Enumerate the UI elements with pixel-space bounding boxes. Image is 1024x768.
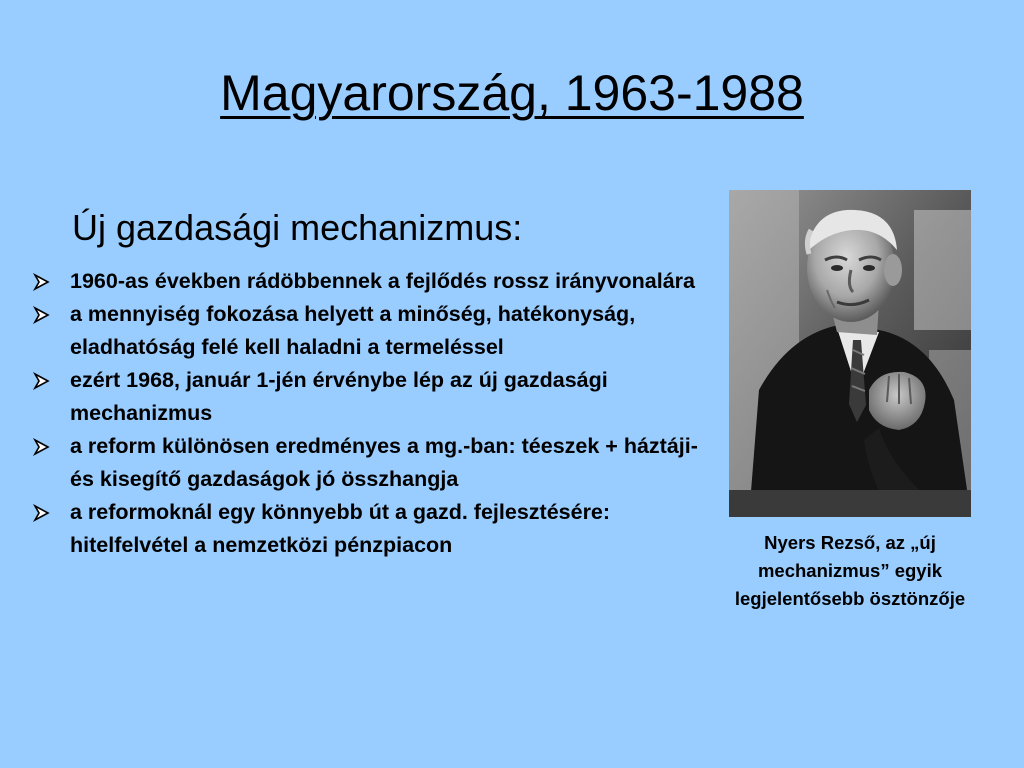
arrow-bullet-icon [32,438,52,456]
bullet-item [30,430,710,496]
arrow-bullet-icon [32,504,52,522]
bullet-item [30,265,710,298]
bullet-item [30,298,710,364]
bullet-text: a reformoknál egy könnyebb út a gazd. fejlesztésére: hitelfelvétel a nemzetközi pénzpiacon [70,500,611,557]
bullet-text: a reform különösen eredményes a mg.-ban: téeszek + háztáji- és kisegítő gazdaságok jó összhangja [70,434,698,491]
arrow-bullet-icon [32,372,52,390]
bullet-text: 1960-as években rádöbbennek a fejlődés rossz irányvonalára [70,269,695,293]
bullet-item [30,364,710,430]
bullet-item [30,496,710,562]
slide-subtitle: Új gazdasági mechanizmus: [72,207,523,248]
photo-caption-line: legjelentősebb ösztönzője [734,588,966,609]
bullet-list [30,265,710,562]
portrait-photo [729,190,971,517]
slide-title: Magyarország, 1963-1988 [220,65,804,121]
arrow-bullet-icon [32,306,52,324]
arrow-bullet-icon [32,273,52,291]
bullet-text: a mennyiség fokozása helyett a minőség, hatékonyság, eladhatóság felé kell haladni a termeléssel [70,302,636,359]
photo-caption [700,529,1000,613]
portrait-photo-image [729,190,971,517]
photo-caption-line: mechanizmus” egyik [757,560,943,581]
bullet-text: ezért 1968, január 1-jén érvénybe lép az új gazdasági mechanizmus [70,368,608,425]
photo-caption-line: Nyers Rezső, az „új [764,532,936,553]
